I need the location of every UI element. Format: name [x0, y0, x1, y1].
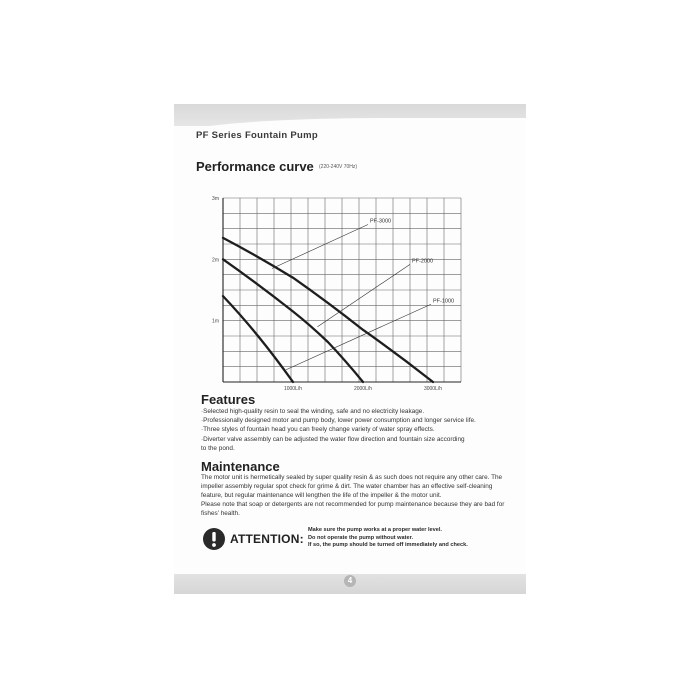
series-label: PF-3000 — [370, 218, 392, 225]
performance-curve-note: (220-240V 70Hz) — [319, 164, 358, 170]
exclamation-icon — [203, 528, 225, 550]
attention-label: ATTENTION: — [230, 532, 304, 546]
y-tick-label: 2m — [212, 257, 219, 264]
maintenance-paragraph: Please note that soap or detergents are not recommended for pump maintenance because they are bad for fishes' health. — [201, 501, 505, 517]
y-tick-label: 1m — [212, 318, 219, 325]
series-label: PF-2000 — [412, 258, 434, 265]
feature-item: ·Selected high-quality resin to seal the winding, safe and no electricity leakage. — [201, 408, 425, 415]
feature-item: ·Diverter valve assembly can be adjusted the water flow direction and fountain size according — [201, 435, 465, 443]
y-tick-label: 3m — [212, 196, 219, 202]
attention-lines — [308, 527, 468, 550]
feature-item: to the pond. — [201, 444, 235, 452]
series-label-pointer — [318, 264, 411, 326]
attention-line: Do not operate the pump without water. — [308, 534, 414, 541]
feature-list — [201, 407, 521, 453]
attention-line: Make sure the pump works at a proper water level. — [308, 527, 442, 533]
features-title: Features — [201, 392, 256, 407]
series-label: PF-1000 — [433, 298, 455, 305]
x-tick-label: 2000L/h — [353, 386, 373, 392]
maintenance-title: Maintenance — [201, 459, 280, 474]
feature-item: ·Professionally designed motor and pump body, lower power consumption and longer service life. — [201, 417, 476, 425]
x-tick-label: 3000L/h — [423, 386, 443, 392]
maintenance-paragraph: The motor unit is hermetically sealed by super quality resin & as such does not require any other care. The impeller assembly regular spot check for grime & dirt. The water chamber has an effective self-cleaning feature, but regular maintenance will lengthen the life of the impeller & the motor unit. — [201, 474, 503, 499]
performance-curve-title: Performance curve — [196, 159, 314, 174]
attention-line: If so, the pump should be turned off immediately and check. — [308, 542, 468, 549]
maintenance-text — [201, 473, 513, 518]
performance-chart — [195, 183, 465, 395]
feature-item: ·Three styles of fountain head you can freely change variety of water spray effects. — [201, 426, 435, 434]
page-number: 4 — [344, 575, 356, 587]
series-label-pointer — [272, 225, 368, 269]
x-tick-label: 1000L/h — [283, 386, 303, 392]
series-line — [223, 296, 293, 382]
series-title: PF Series Fountain Pump — [196, 130, 318, 141]
